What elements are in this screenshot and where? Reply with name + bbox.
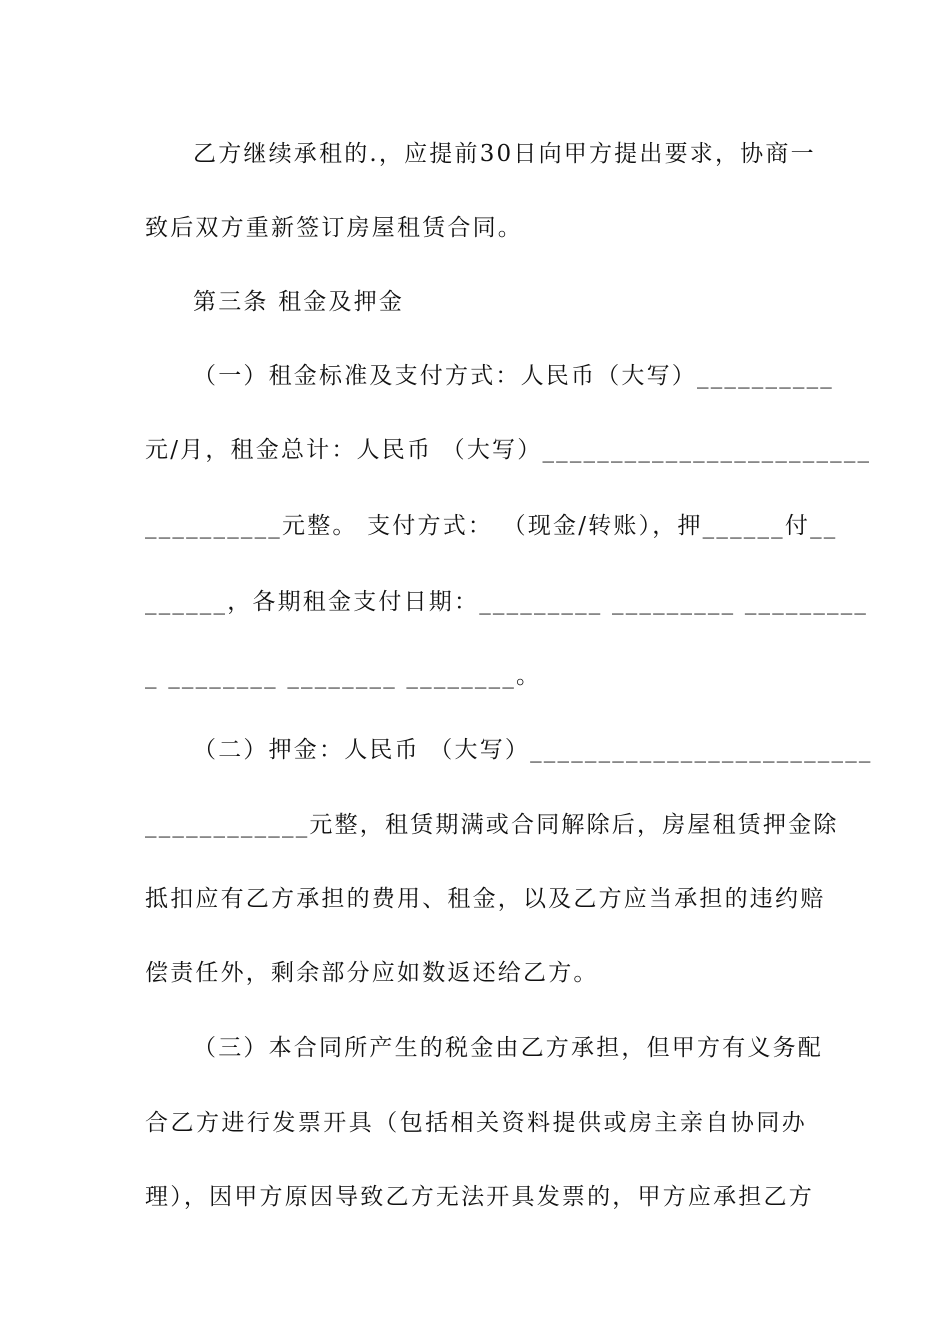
paragraph-line: （二）押金：人民币 （大写）_________________________ bbox=[193, 737, 873, 763]
paragraph-line: _ ________ ________ ________。 bbox=[145, 663, 542, 689]
paragraph-line: （一）租金标准及支付方式：人民币（大写）__________ bbox=[193, 363, 834, 389]
paragraph-line: ____________元整，租赁期满或合同解除后，房屋租赁押金除 bbox=[145, 812, 839, 838]
paragraph-line: 乙方继续承租的.，应提前30日向甲方提出要求，协商一 bbox=[193, 141, 816, 167]
paragraph-line: 偿责任外，剩余部分应如数返还给乙方。 bbox=[145, 960, 599, 986]
section-heading: 第三条 租金及押金 bbox=[193, 289, 405, 315]
paragraph-line: 致后双方重新签订房屋租赁合同。 bbox=[145, 215, 523, 241]
paragraph-line: （三）本合同所产生的税金由乙方承担，但甲方有义务配 bbox=[193, 1035, 823, 1061]
paragraph-line: __________元整。 支付方式： （现金/转账），押______付__ bbox=[145, 513, 838, 539]
paragraph-line: 抵扣应有乙方承担的费用、租金，以及乙方应当承担的违约赔 bbox=[145, 886, 826, 912]
paragraph-line: 合乙方进行发票开具（包括相关资料提供或房主亲自协同办 bbox=[145, 1110, 807, 1136]
paragraph-line: 元/月，租金总计：人民币 （大写）________________________ bbox=[145, 437, 872, 463]
paragraph-line: 理），因甲方原因导致乙方无法开具发票的，甲方应承担乙方 bbox=[145, 1184, 814, 1210]
paragraph-line: ______，各期租金支付日期：_________ _________ _________ bbox=[145, 589, 869, 615]
